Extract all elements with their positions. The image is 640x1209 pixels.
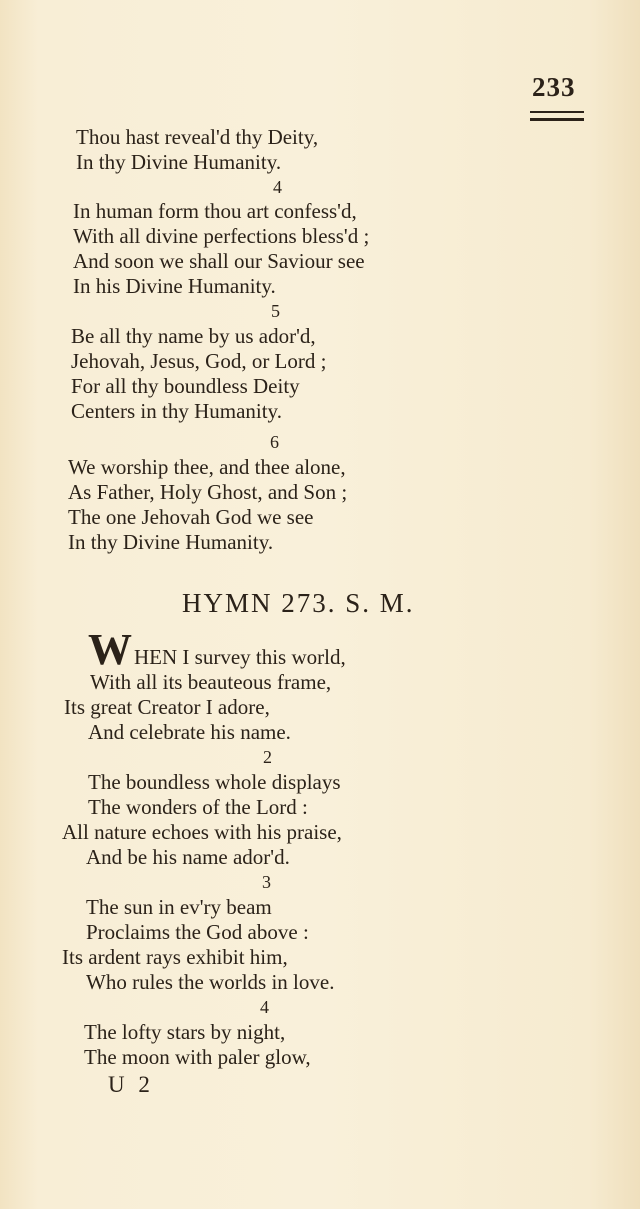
verse-line: Its ardent rays exhibit him,: [62, 945, 288, 969]
verse-line: As Father, Holy Ghost, and Son ;: [68, 480, 348, 504]
verse-line: HEN I survey this world,: [134, 645, 346, 669]
verse-line: We worship thee, and thee alone,: [68, 455, 346, 479]
verse-line: Proclaims the God above :: [86, 920, 309, 944]
header-rule: [530, 111, 584, 113]
verse-line: The wonders of the Lord :: [88, 795, 308, 819]
verse-line: With all its beauteous frame,: [90, 670, 332, 694]
verse-line: All nature echoes with his praise,: [62, 820, 342, 844]
verse-line: In thy Divine Humanity.: [68, 530, 274, 554]
stanza-number: 5: [271, 301, 280, 321]
verse-line: In his Divine Humanity.: [73, 274, 276, 298]
verse-line: The boundless whole displays: [88, 770, 341, 794]
verse-line: With all divine perfections bless'd ;: [73, 224, 370, 248]
verse-line: Who rules the worlds in love.: [86, 970, 335, 994]
stanza-number: 3: [262, 872, 271, 892]
stanza-number: 2: [263, 747, 272, 767]
hymn-title: HYMN 273. S. M.: [182, 588, 415, 618]
header-rule-thick: [530, 118, 584, 121]
verse-line: The moon with paler glow,: [84, 1045, 311, 1069]
drop-cap: W: [88, 625, 132, 674]
verse-line: Centers in thy Humanity.: [71, 399, 282, 423]
verse-line: For all thy boundless Deity: [71, 374, 300, 398]
page-number: 233: [532, 72, 576, 102]
verse-line: And be his name ador'd.: [86, 845, 290, 869]
stanza-number: 6: [270, 432, 279, 452]
verse-line: Its great Creator I adore,: [64, 695, 270, 719]
verse-line: And celebrate his name.: [88, 720, 291, 744]
verse-line: The one Jehovah God we see: [68, 505, 314, 529]
verse-line: In thy Divine Humanity.: [76, 150, 282, 174]
verse-line: And soon we shall our Saviour see: [73, 249, 365, 273]
verse-line: Jehovah, Jesus, God, or Lord ;: [71, 349, 327, 373]
verse-line: Thou hast reveal'd thy Deity,: [76, 125, 319, 149]
stanza-number: 4: [260, 997, 269, 1017]
verse-line: Be all thy name by us ador'd,: [71, 324, 316, 348]
verse-line: The lofty stars by night,: [84, 1020, 286, 1044]
verse-line: In human form thou art confess'd,: [73, 199, 357, 223]
verse-line: The sun in ev'ry beam: [86, 895, 272, 919]
stanza-number: 4: [273, 177, 282, 197]
signature-mark: U 2: [108, 1072, 154, 1097]
